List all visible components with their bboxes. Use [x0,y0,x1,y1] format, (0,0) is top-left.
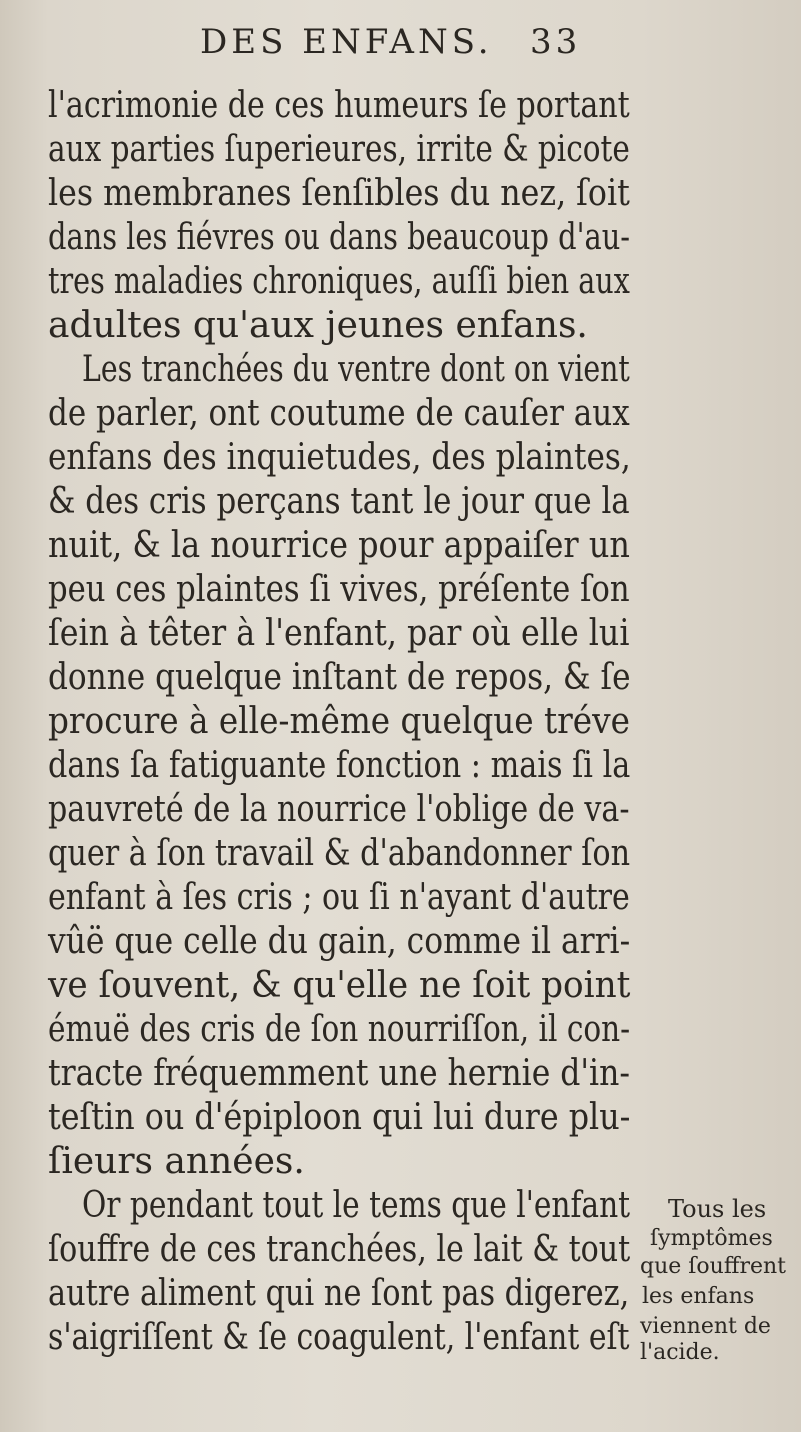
text-line: ſouffre de ces tranchées, le lait & tout [48,1229,631,1270]
text-line: ve ſouvent, & qu'elle ne ſoit point [48,965,631,1006]
page-number: 33 [530,22,582,62]
text-line: quer à ſon travail & d'abandonner ſon [48,833,631,874]
text-line: ſieurs années. [48,1141,305,1182]
text-line: adultes qu'aux jeunes enfans. [48,305,588,346]
margin-note-line: que ſouffrent [640,1254,786,1279]
margin-note-line: Tous les [668,1195,767,1223]
text-line: donne quelque inſtant de repos, & ſe [48,657,631,698]
text-line: ſein à têter à l'enfant, par où elle lui [48,613,630,654]
text-line: l'acrimonie de ces humeurs ſe portant [48,85,630,126]
text-line: teſtin ou d'épiploon qui lui dure plu- [48,1097,631,1138]
text-line: aux parties ſuperieures, irrite & picote [48,129,630,170]
text-line: pauvreté de la nourrice l'oblige de va- [48,789,630,830]
margin-note-line: l'acide. [640,1340,720,1365]
text-line: autre aliment qui ne ſont pas digerez, [48,1273,630,1314]
text-line: dans ſa fatiguante fonction : mais ſi la [48,745,631,786]
text-line: enfant à ſes cris ; ou ſi n'ayant d'autre [48,877,630,918]
margin-note-line: les enfans [642,1284,755,1309]
text-line: procure à elle-même quelque tréve [48,701,630,742]
text-line: les membranes ſenſibles du nez, ſoit [48,173,630,214]
text-line: Les tranchées du ventre dont on vient [82,349,630,390]
margin-note-line: ſymptômes [650,1226,773,1251]
running-title: DES ENFANS. [200,22,493,62]
text-line: de parler, ont coutume de cauſer aux [48,393,630,434]
text-line: Or pendant tout le tems que l'enfant [82,1185,631,1226]
text-line: tres maladies chroniques, auſſi bien aux [48,261,630,302]
text-line: émuë des cris de ſon nourriſſon, il con- [48,1009,631,1050]
text-line: nuit, & la nourrice pour appaiſer un [48,525,630,566]
text-line: enfans des inquietudes, des plaintes, [48,437,631,478]
text-line: & des cris perçans tant le jour que la [48,481,630,522]
text-line: tracte fréquemment une hernie d'in- [48,1053,630,1094]
text-line: peu ces plaintes ſi vives, préſente ſon [48,569,630,610]
text-line: dans les fiévres ou dans beaucoup d'au- [48,217,631,258]
margin-note-line: viennent de [640,1314,771,1339]
text-line: vûë que celle du gain, comme il arri- [48,921,631,962]
text-line: s'aigriſſent & ſe coagulent, l'enfant eſt [48,1317,630,1358]
